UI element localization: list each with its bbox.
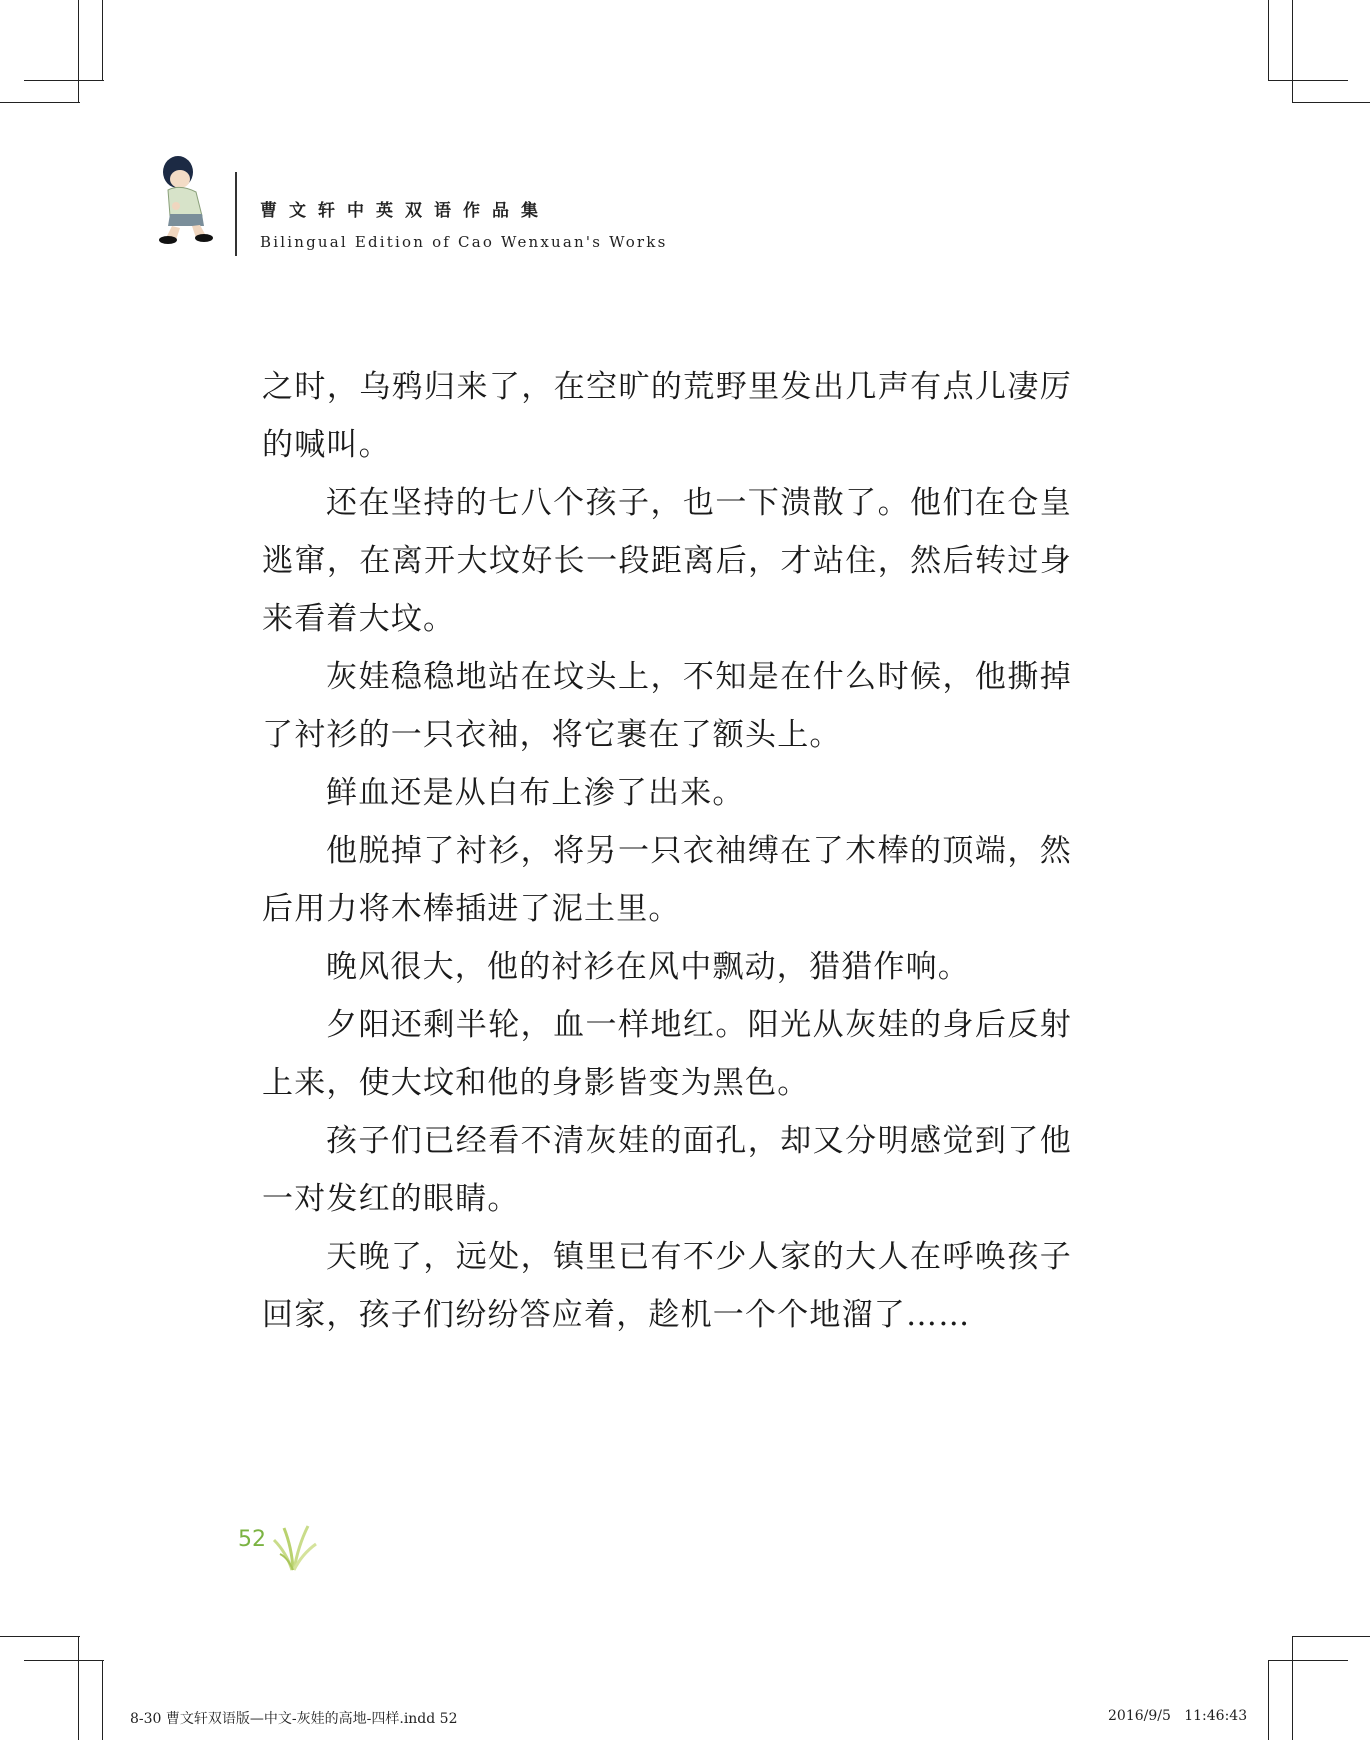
crop-mark xyxy=(1268,0,1269,80)
series-title-en: Bilingual Edition of Cao Wenxuan's Works xyxy=(260,233,668,251)
slug-timestamp: 2016/9/5 11:46:43 xyxy=(1108,1708,1248,1724)
paragraph: 晚风很大，他的衬衫在风中飘动，猎猎作响。 xyxy=(326,949,970,985)
crop-mark xyxy=(1292,0,1293,102)
crop-mark xyxy=(78,1636,79,1740)
crop-mark xyxy=(1268,1660,1269,1740)
boy-illustration-icon xyxy=(146,150,226,245)
paragraph: 之时，乌鸦归来了，在空旷的荒野里发出几声有点儿凄厉的喊叫。 xyxy=(262,369,1072,463)
paragraph: 孩子们已经看不清灰娃的面孔，却又分明感觉到了他一对发红的眼睛。 xyxy=(262,1123,1072,1217)
crop-mark xyxy=(0,102,80,103)
page-number: 52 xyxy=(238,1527,266,1552)
crop-mark xyxy=(24,80,104,81)
grass-icon xyxy=(272,1522,318,1572)
body-text xyxy=(262,358,1072,1344)
crop-mark xyxy=(102,0,103,80)
paragraph: 夕阳还剩半轮，血一样地红。阳光从灰娃的身后反射上来，使大坟和他的身影皆变为黑色。 xyxy=(262,1007,1072,1101)
crop-mark xyxy=(1292,1636,1370,1637)
paragraph: 天晚了，远处，镇里已有不少人家的大人在呼唤孩子回家，孩子们纷纷答应着，趁机一个个地溜了…… xyxy=(262,1239,1072,1333)
crop-mark xyxy=(1268,80,1348,81)
series-title-cn: 曹文轩中英双语作品集 xyxy=(260,201,550,221)
crop-mark xyxy=(102,1660,103,1740)
crop-mark xyxy=(1268,1660,1348,1661)
crop-mark xyxy=(78,0,79,102)
paragraph: 灰娃稳稳地站在坟头上，不知是在什么时候，他撕掉了衬衫的一只衣袖，将它裹在了额头上。 xyxy=(262,659,1072,753)
paragraph: 还在坚持的七八个孩子，也一下溃散了。他们在仓皇逃窜，在离开大坟好长一段距离后，才站住，然后转过身来看着大坟。 xyxy=(262,485,1072,637)
crop-mark xyxy=(1292,1636,1293,1740)
paragraph: 他脱掉了衬衫，将另一只衣袖缚在了木棒的顶端，然后用力将木棒插进了泥土里。 xyxy=(262,833,1072,927)
header-divider xyxy=(235,172,237,256)
crop-mark xyxy=(24,1660,104,1661)
slug-file: 8-30 曹文轩双语版—中文-灰娃的高地-四样.indd 52 xyxy=(130,1711,458,1727)
crop-mark xyxy=(0,1636,80,1637)
crop-mark xyxy=(1292,102,1370,103)
paragraph: 鲜血还是从白布上渗了出来。 xyxy=(326,775,745,811)
